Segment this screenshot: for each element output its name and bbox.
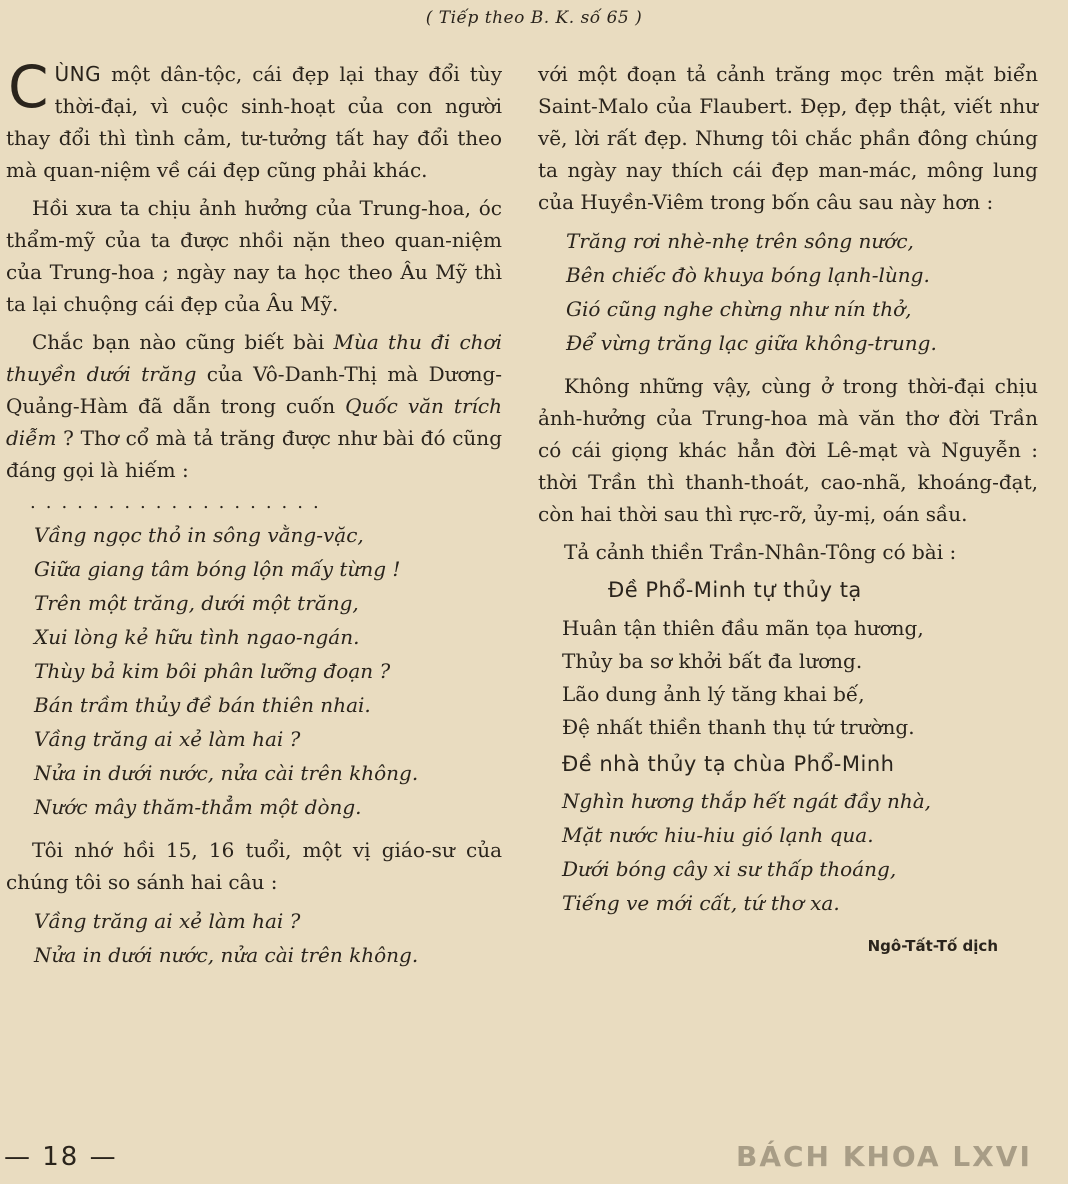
poem-line: Gió cũng nghe chừng như nín thở, <box>566 297 912 321</box>
poem-quote <box>34 904 502 972</box>
poem-line: Bên chiếc đò khuya bóng lạnh-lùng. <box>566 263 930 287</box>
poem-huyen-viem <box>566 224 1038 360</box>
poem-line: Huân tận thiên đầu mãn tọa hương, <box>562 616 924 640</box>
poem-line: Để vừng trăng lạc giữa không-trung. <box>566 331 937 355</box>
right-column <box>538 58 1038 962</box>
poem-line: Dưới bóng cây xi sư thấp thoáng, <box>562 857 897 881</box>
poem-line: Thùy bả kim bôi phân lưỡng đoạn ? <box>34 659 391 683</box>
poem-line: Bán trầm thủy đề bán thiên nhai. <box>34 693 371 717</box>
poem-line: Trăng rơi nhè-nhẹ trên sông nước, <box>566 229 914 253</box>
left-column <box>6 53 503 982</box>
lead-word: ÙNG <box>54 62 102 86</box>
poem-moon-autumn <box>34 518 502 824</box>
poem-line: Nước mây thăm-thẳm một dòng. <box>34 795 362 819</box>
poem-sino-vietnamese <box>562 612 1038 744</box>
book-title: Quốc văn trích diễm <box>6 394 503 450</box>
poem-line: Nghìn hương thắp hết ngát đầy nhà, <box>562 789 932 813</box>
paragraph-intro <box>6 53 502 186</box>
poem-translation <box>562 784 1038 920</box>
poem-line: Lão dung ảnh lý tăng khai bế, <box>562 682 865 706</box>
poem-line: Nửa in dưới nước, nửa cài trên không. <box>34 761 419 785</box>
text-segment: ? Thơ cổ mà tả trăng được như bài đó cũng đáng gọi là hiếm : <box>6 426 502 482</box>
magazine-footer: BÁCH KHOA LXVI <box>736 1140 1032 1173</box>
poem-line: Trên một trăng, dưới một trăng, <box>34 591 359 615</box>
poem-line: Tiếng ve mới cất, tứ thơ xa. <box>562 891 840 915</box>
drop-cap: C <box>8 53 49 121</box>
page-number: — 18 — <box>4 1142 118 1172</box>
poem-line: Vầng trăng ai xẻ làm hai ? <box>34 727 301 751</box>
continuation-note: ( Tiếp theo B. K. số 65 ) <box>425 8 643 28</box>
poem-title: Mùa thu đi chơi thuyền dưới trăng <box>6 330 502 386</box>
paragraph-memory: Tôi nhớ hồi 15, 16 tuổi, một vị giáo-sư của chúng tôi so sánh hai câu : <box>6 838 502 894</box>
poem-line: Vầng ngọc thỏ in sông vằng-vặc, <box>34 523 364 547</box>
paragraph-flaubert: với một đoạn tả cảnh trăng mọc trên mặt biển Saint-Malo của Flaubert. Đẹp, đẹp thật, viết như vẽ, lời rất đẹp. Nhưng tôi chắc phần đông chúng ta ngày nay thích cái đẹp man-mác, mông lung của Huyền-Viêm trong bốn câu sau này hơn : <box>538 62 1038 214</box>
paragraph-poem-intro <box>6 326 502 486</box>
ellipsis-separator: ................... <box>30 492 329 513</box>
poem-line: Đệ nhất thiền thanh thụ tứ trường. <box>562 715 915 739</box>
poem-line: Giữa giang tâm bóng lộn mấy từng ! <box>34 557 401 581</box>
poem-line: Vầng trăng ai xẻ làm hai ? <box>34 909 301 933</box>
poem-heading-translation: Đề nhà thủy tạ chùa Phổ-Minh <box>562 752 895 776</box>
poem-line: Mặt nước hiu-hiu gió lạnh qua. <box>562 823 874 847</box>
paragraph-tran-nhan-tong: Tả cảnh thiền Trần-Nhân-Tông có bài : <box>564 540 957 564</box>
poem-line: Xui lòng kẻ hữu tình ngao-ngán. <box>34 625 360 649</box>
paragraph-tran-dynasty: Không những vậy, cùng ở trong thời-đại chịu ảnh-hưởng của Trung-hoa mà văn thơ đời Trần có cái giọng khác hẳn đời Lê-mạt và Nguyễn : thời Trần thì thanh-thoát, cao-nhã, khoáng-đạt, còn hai thời sau thì rực-rỡ, ủy-mị, oán sầu. <box>538 374 1038 526</box>
paragraph-influence: Hồi xưa ta chịu ảnh hưởng của Trung-hoa, óc thẩm-mỹ của ta được nhồi nặn theo quan-niệm của Trung-hoa ; ngày nay ta học theo Âu Mỹ thì ta lại chuộng cái đẹp của Âu Mỹ. <box>6 196 502 316</box>
text-segment: của Vô-Danh-Thị mà Dương-Quảng-Hàm đã dẫn trong cuốn <box>6 362 503 418</box>
poem-line: Thủy ba sơ khởi bất đa lương. <box>562 649 863 673</box>
text-segment: Chắc bạn nào cũng biết bài <box>32 330 334 354</box>
poem-line: Nửa in dưới nước, nửa cài trên không. <box>34 943 419 967</box>
translator-signature: Ngô-Tất-Tố dịch <box>867 937 998 955</box>
poem-heading-sino: Đề Phổ-Minh tự thủy tạ <box>608 578 862 602</box>
intro-text: một dân-tộc, cái đẹp lại thay đổi tùy thời-đại, vì cuộc sinh-hoạt của con người thay đổi thì tình cảm, tư-tưởng tất hay đổi theo mà quan-niệm về cái đẹp cũng phải khác. <box>6 62 502 182</box>
